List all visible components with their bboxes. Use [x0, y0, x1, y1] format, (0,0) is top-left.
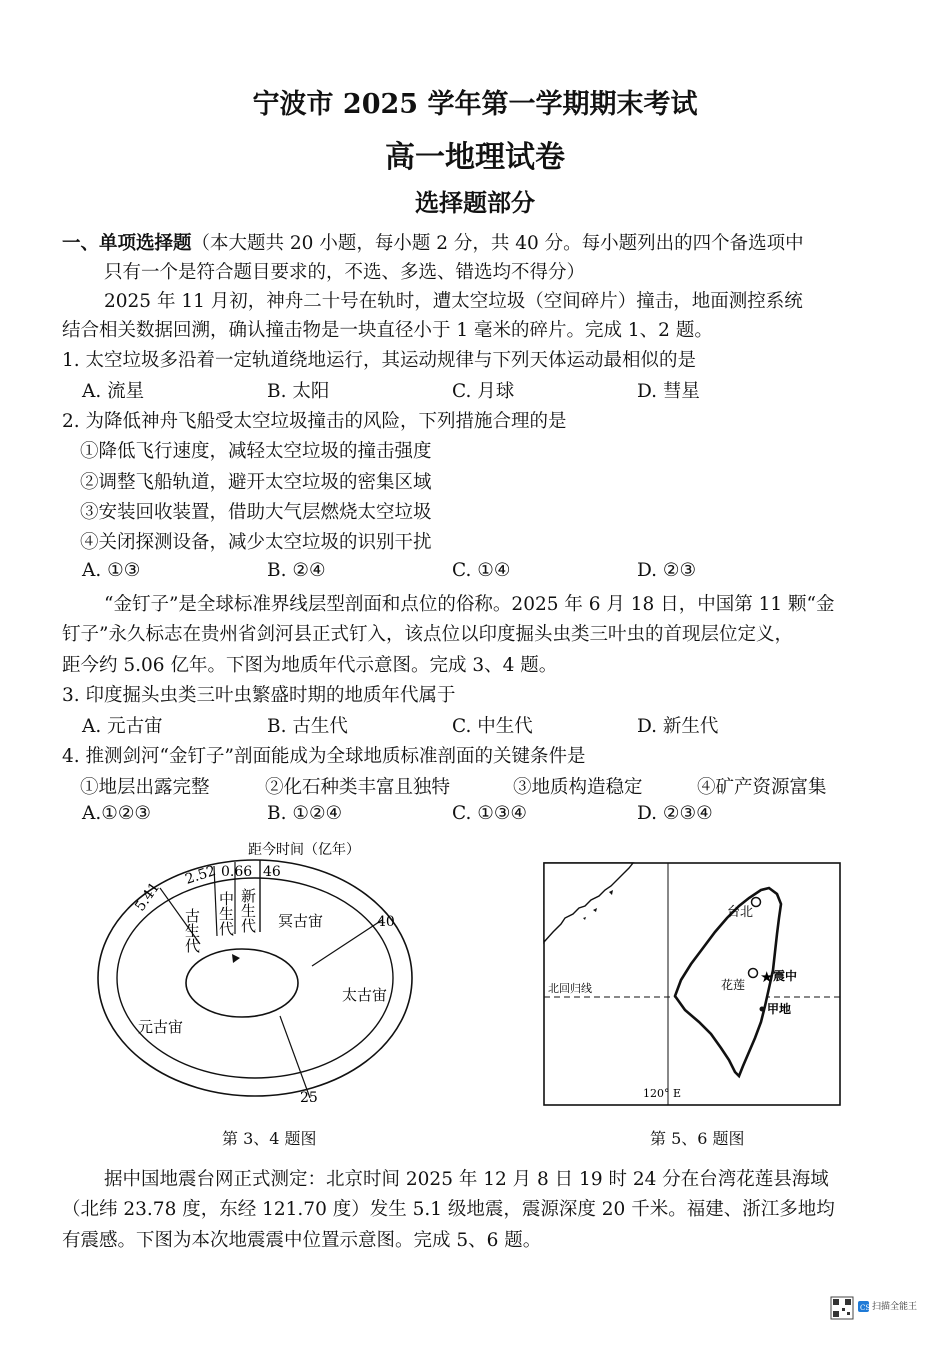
boundary-25 — [280, 1016, 310, 1098]
label-longitude: 120° E — [643, 1087, 682, 1100]
taiwan-map — [543, 862, 841, 1106]
q1-option-d: D. 彗星 — [637, 381, 700, 402]
part-title: 选择题部分 — [415, 188, 535, 217]
q2-option-c: C. ①④ — [452, 560, 511, 581]
q4-option-a: A.①②③ — [82, 803, 151, 824]
era-cenozoic: 新生代 — [239, 888, 257, 933]
figure34-caption: 第 3、4 题图 — [222, 1129, 317, 1148]
tick-252: 2.52 — [183, 862, 218, 888]
q4-stem: 4. 推测剑河“金钉子”剖面能成为全球地质标准剖面的关键条件是 — [62, 746, 586, 767]
direction-arrow-icon — [232, 954, 240, 963]
label-hualien: 花莲 — [721, 978, 746, 992]
q4-option-c: C. ①③④ — [452, 803, 528, 824]
q2-option-b: B. ②④ — [267, 560, 326, 581]
point-jia-marker — [760, 1007, 765, 1012]
q4-item-2: ②化石种类丰富且独特 — [265, 777, 451, 798]
era-paleozoic: 古生代 — [183, 908, 201, 953]
svg-text:CS: CS — [860, 1304, 871, 1312]
label-point-jia: 甲地 — [767, 1002, 792, 1016]
q4-item-3: ③地质构造稳定 — [513, 777, 643, 798]
label-taipei: 台北 — [727, 905, 754, 920]
figure56-caption: 第 5、6 题图 — [650, 1129, 745, 1148]
q4-option-d: D. ②③④ — [637, 803, 713, 824]
eon-proterozoic: 元古宙 — [138, 1018, 184, 1036]
q3-option-d: D. 新生代 — [637, 716, 719, 737]
eon-hadean: 冥古宙 — [278, 912, 324, 930]
label-epicenter: 震中 — [773, 969, 798, 983]
q3-option-b: B. 古生代 — [267, 716, 348, 737]
q3-option-c: C. 中生代 — [452, 716, 533, 737]
passage1-line1: 2025 年 11 月初，神舟二十号在轨时，遭太空垃圾（空间碎片）撞击，地面测控系统 — [104, 291, 803, 312]
passage2-line3: 距今约 5.06 亿年。下图为地质年代示意图。完成 3、4 题。 — [62, 655, 558, 676]
q4-item-1: ①地层出露完整 — [80, 777, 210, 798]
era-mesozoic: 中生代 — [217, 891, 235, 936]
q1-option-c: C. 月球 — [452, 381, 515, 402]
q4-option-b: B. ①②④ — [267, 803, 343, 824]
tick-066: 0.66 — [221, 864, 253, 880]
inner-oval — [186, 949, 298, 1017]
q2-item-2: ②调整飞船轨道，避开太空垃圾的密集区域 — [80, 472, 432, 493]
q2-option-a: A. ①③ — [82, 560, 141, 581]
section-heading-line — [62, 229, 804, 255]
q4-item-4: ④矿产资源富集 — [697, 777, 827, 798]
passage2-line1: “金钉子”是全球标准界线层型剖面和点位的俗称。2025 年 6 月 18 日，中国第 11 颗“金 — [104, 594, 835, 615]
tick-46: 46 — [263, 864, 281, 880]
axis-title: 距今时间（亿年） — [248, 842, 360, 858]
paper-title: 高一地理试卷 — [385, 140, 565, 175]
q3-stem: 3. 印度掘头虫类三叶虫繁盛时期的地质年代属于 — [62, 685, 456, 706]
q2-item-3: ③安装回收装置，借助大气层燃烧太空垃圾 — [80, 502, 432, 523]
passage3-line2: （北纬 23.78 度，东经 121.70 度）发生 5.1 级地震，震源深度 20 千米。福建、浙江多地均 — [62, 1199, 835, 1220]
section-heading: 一、单项选择题 — [62, 233, 192, 254]
section-instruction: （本大题共 20 小题，每小题 2 分，共 40 分。每小题列出的四个备选项中 — [191, 233, 804, 254]
section-instruction-2: 只有一个是符合题目要求的，不选、多选、错选均不得分） — [104, 262, 586, 283]
tick-541: 5.41 — [132, 879, 164, 915]
exam-title: 宁波市 2025 学年第一学期期末考试 — [252, 89, 698, 120]
passage1-line2: 结合相关数据回溯，确认撞击物是一块直径小于 1 毫米的碎片。完成 1、2 题。 — [62, 320, 713, 341]
q2-option-d: D. ②③ — [637, 560, 697, 581]
q2-item-1: ①降低飞行速度，减轻太空垃圾的撞击强度 — [80, 441, 432, 462]
q1-stem: 1. 太空垃圾多沿着一定轨道绕地运行，其运动规律与下列天体运动最相似的是 — [62, 350, 697, 371]
q1-option-a: A. 流星 — [82, 381, 145, 402]
label-tropic: 北回归线 — [548, 982, 592, 995]
tick-25: 25 — [300, 1090, 318, 1106]
passage3-line1: 据中国地震台网正式测定：北京时间 2025 年 12 月 8 日 19 时 24 分在台湾花莲县海域 — [104, 1169, 829, 1190]
q3-option-a: A. 元古宙 — [82, 716, 163, 737]
q2-item-4: ④关闭探测设备，减少太空垃圾的识别干扰 — [80, 532, 432, 553]
epicenter-star-icon: ★ — [760, 968, 774, 986]
hualien-marker — [749, 969, 758, 978]
tick-40: 40 — [377, 914, 395, 930]
watermark-text: 扫描全能王 — [872, 1301, 918, 1311]
passage2-line2: 钉子”永久标志在贵州省剑河县正式钉入，该点位以印度掘头虫类三叶虫的首现层位定义， — [62, 624, 793, 645]
eon-archean: 太古宙 — [342, 986, 388, 1004]
passage3-line3: 有震感。下图为本次地震震中位置示意图。完成 5、6 题。 — [62, 1230, 542, 1251]
geologic-time-diagram — [80, 836, 450, 1116]
q1-option-b: B. 太阳 — [267, 381, 330, 402]
scanner-watermark — [830, 1296, 926, 1322]
q2-stem: 2. 为降低神舟飞船受太空垃圾撞击的风险，下列措施合理的是 — [62, 411, 567, 432]
